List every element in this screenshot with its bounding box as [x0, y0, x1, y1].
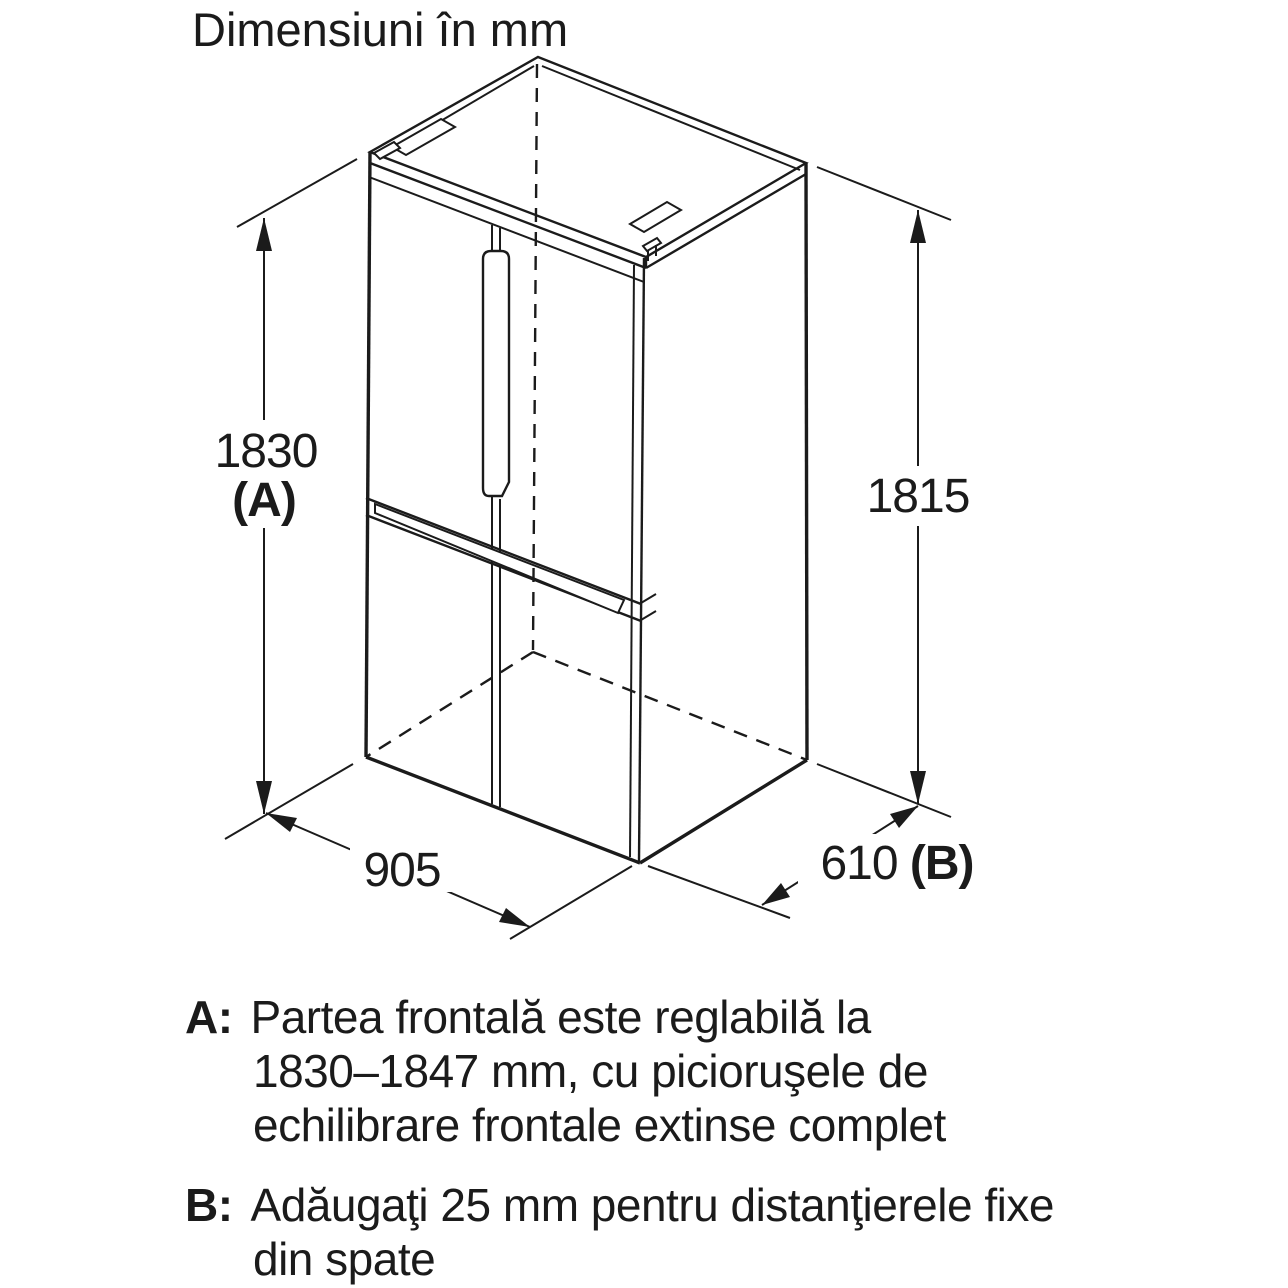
hidden-edges-dashed: [366, 64, 807, 760]
footnotes: [185, 990, 1255, 1288]
note-a-line-2: 1830–1847 mm, cu picioruşele de: [253, 1045, 928, 1097]
note-b-line-2: din spate: [253, 1233, 436, 1285]
freezer-divider-band: [366, 498, 656, 621]
note-a-prefix: A:: [185, 991, 233, 1043]
height-front-letter-label: (A): [232, 474, 296, 527]
height-front-value-label: 1830: [214, 425, 318, 478]
door-handle-bar: [483, 251, 509, 496]
width-value-label: 905: [363, 844, 441, 897]
note-b: [185, 1178, 1255, 1286]
dimension-depth: [648, 806, 998, 918]
diagram-title: Dimensiuni în mm: [192, 3, 569, 56]
note-b-line-1: Adăugaţi 25 mm pentru distanţierele fixe: [250, 1179, 1054, 1231]
note-a-line-3: echilibrare frontale extinse complet: [253, 1099, 946, 1151]
depth-value-label: 610: [820, 837, 910, 890]
fridge-cabinet-outline: [366, 152, 807, 863]
depth-label: [820, 837, 973, 890]
fridge-top-lid: [369, 57, 806, 282]
dimension-height-back: [817, 167, 969, 817]
hinge-plates: [374, 119, 681, 261]
height-back-value-label: 1815: [866, 470, 970, 523]
depth-letter-label: (B): [909, 837, 974, 890]
note-a: [185, 990, 1255, 1152]
dimension-width: [266, 813, 632, 939]
note-a-line-1: Partea frontală este reglabilă la: [250, 991, 871, 1043]
note-b-prefix: B:: [185, 1179, 233, 1231]
dimension-height-front: [215, 159, 357, 839]
